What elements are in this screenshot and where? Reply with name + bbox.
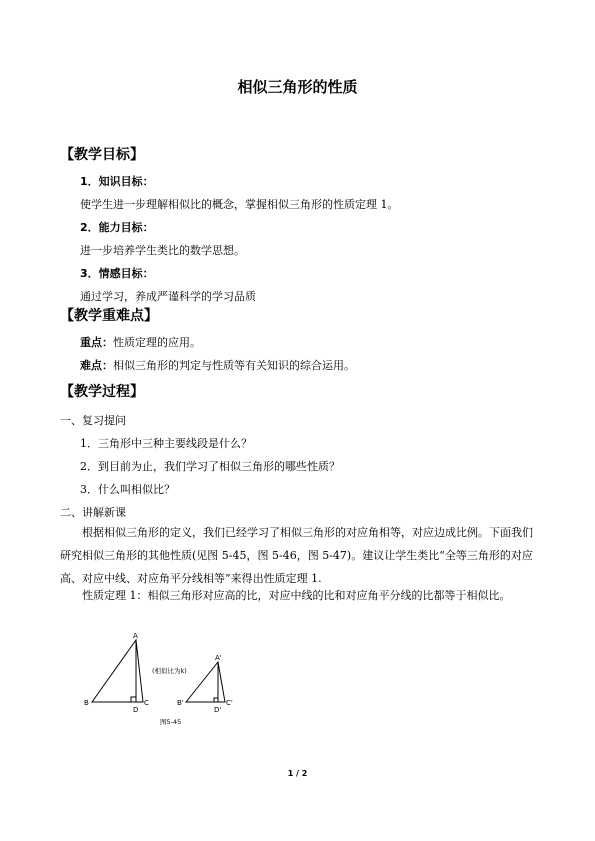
triangle-abc [92,640,143,702]
part-review: 一、复习提问 [60,414,126,427]
ability-goal-label: 2．能力目标： [80,221,154,234]
right-angle-mark-2 [214,698,218,702]
review-question-2: 2．到目前为止，我们学习了相似三角形的哪些性质？ [80,460,340,473]
vertex-b2-label: B' [177,699,184,707]
figure-caption: 图5-45 [160,718,182,726]
lesson-paragraph: 根据相似三角形的定义，我们已经学习了相似三角形的对应角相等，对应边成比例。下面我们研究相似三角形的其他性质(见图 5-45，图 5-46，图 5-47)。建议让学生类比“全等三角形的对应高、对应中线、对应角平分线相等”来得出性质定理 1. [60,526,533,585]
key-point-label: 重点： [80,336,113,349]
section-heading-process: 【教学过程】 [60,384,144,400]
triangle-a2b2c2 [186,662,225,702]
difficulty-line [80,360,355,371]
similar-triangles-figure [80,630,250,730]
foot-d2-label: D' [214,706,222,714]
vertex-a-label: A [133,632,138,640]
vertex-a2-label: A' [215,654,222,662]
difficulty-text: 相似三角形的判定与性质等有关知识的综合运用。 [113,359,355,372]
theorem-paragraph: 性质定理 1：相似三角形对应高的比，对应中线的比和对应角平分线的比都等于相似比。 [82,589,511,602]
page-number: 1 / 2 [287,769,308,778]
vertex-c-label: C [144,699,149,707]
emotion-goal-text: 通过学习，养成严谨科学的学习品质 [80,290,256,303]
knowledge-goal-text: 使学生进一步理解相似比的概念，掌握相似三角形的性质定理 1。 [80,198,399,211]
ability-goal-text: 进一步培养学生类比的数学思想。 [80,244,245,257]
vertex-c2-label: C' [226,699,233,707]
knowledge-goal-label: 1．知识目标： [80,175,154,188]
page-title: 相似三角形的性质 [237,78,358,96]
vertex-b-label: B [84,699,89,707]
foot-d-label: D [133,706,139,714]
part-new-lesson: 二、讲解新课 [60,506,126,519]
key-point-line [80,337,201,348]
difficulty-label: 难点： [80,359,113,372]
ratio-label: (相似比为k) [152,667,187,675]
emotion-goal-label: 3．情感目标： [80,267,154,280]
key-point-text: 性质定理的应用。 [113,336,201,349]
right-angle-mark [131,697,136,702]
review-question-3: 3．什么叫相似比？ [80,483,175,496]
review-question-1: 1．三角形中三种主要线段是什么？ [80,437,252,450]
section-heading-goals: 【教学目标】 [60,147,144,163]
section-heading-key-points: 【教学重难点】 [60,308,158,324]
